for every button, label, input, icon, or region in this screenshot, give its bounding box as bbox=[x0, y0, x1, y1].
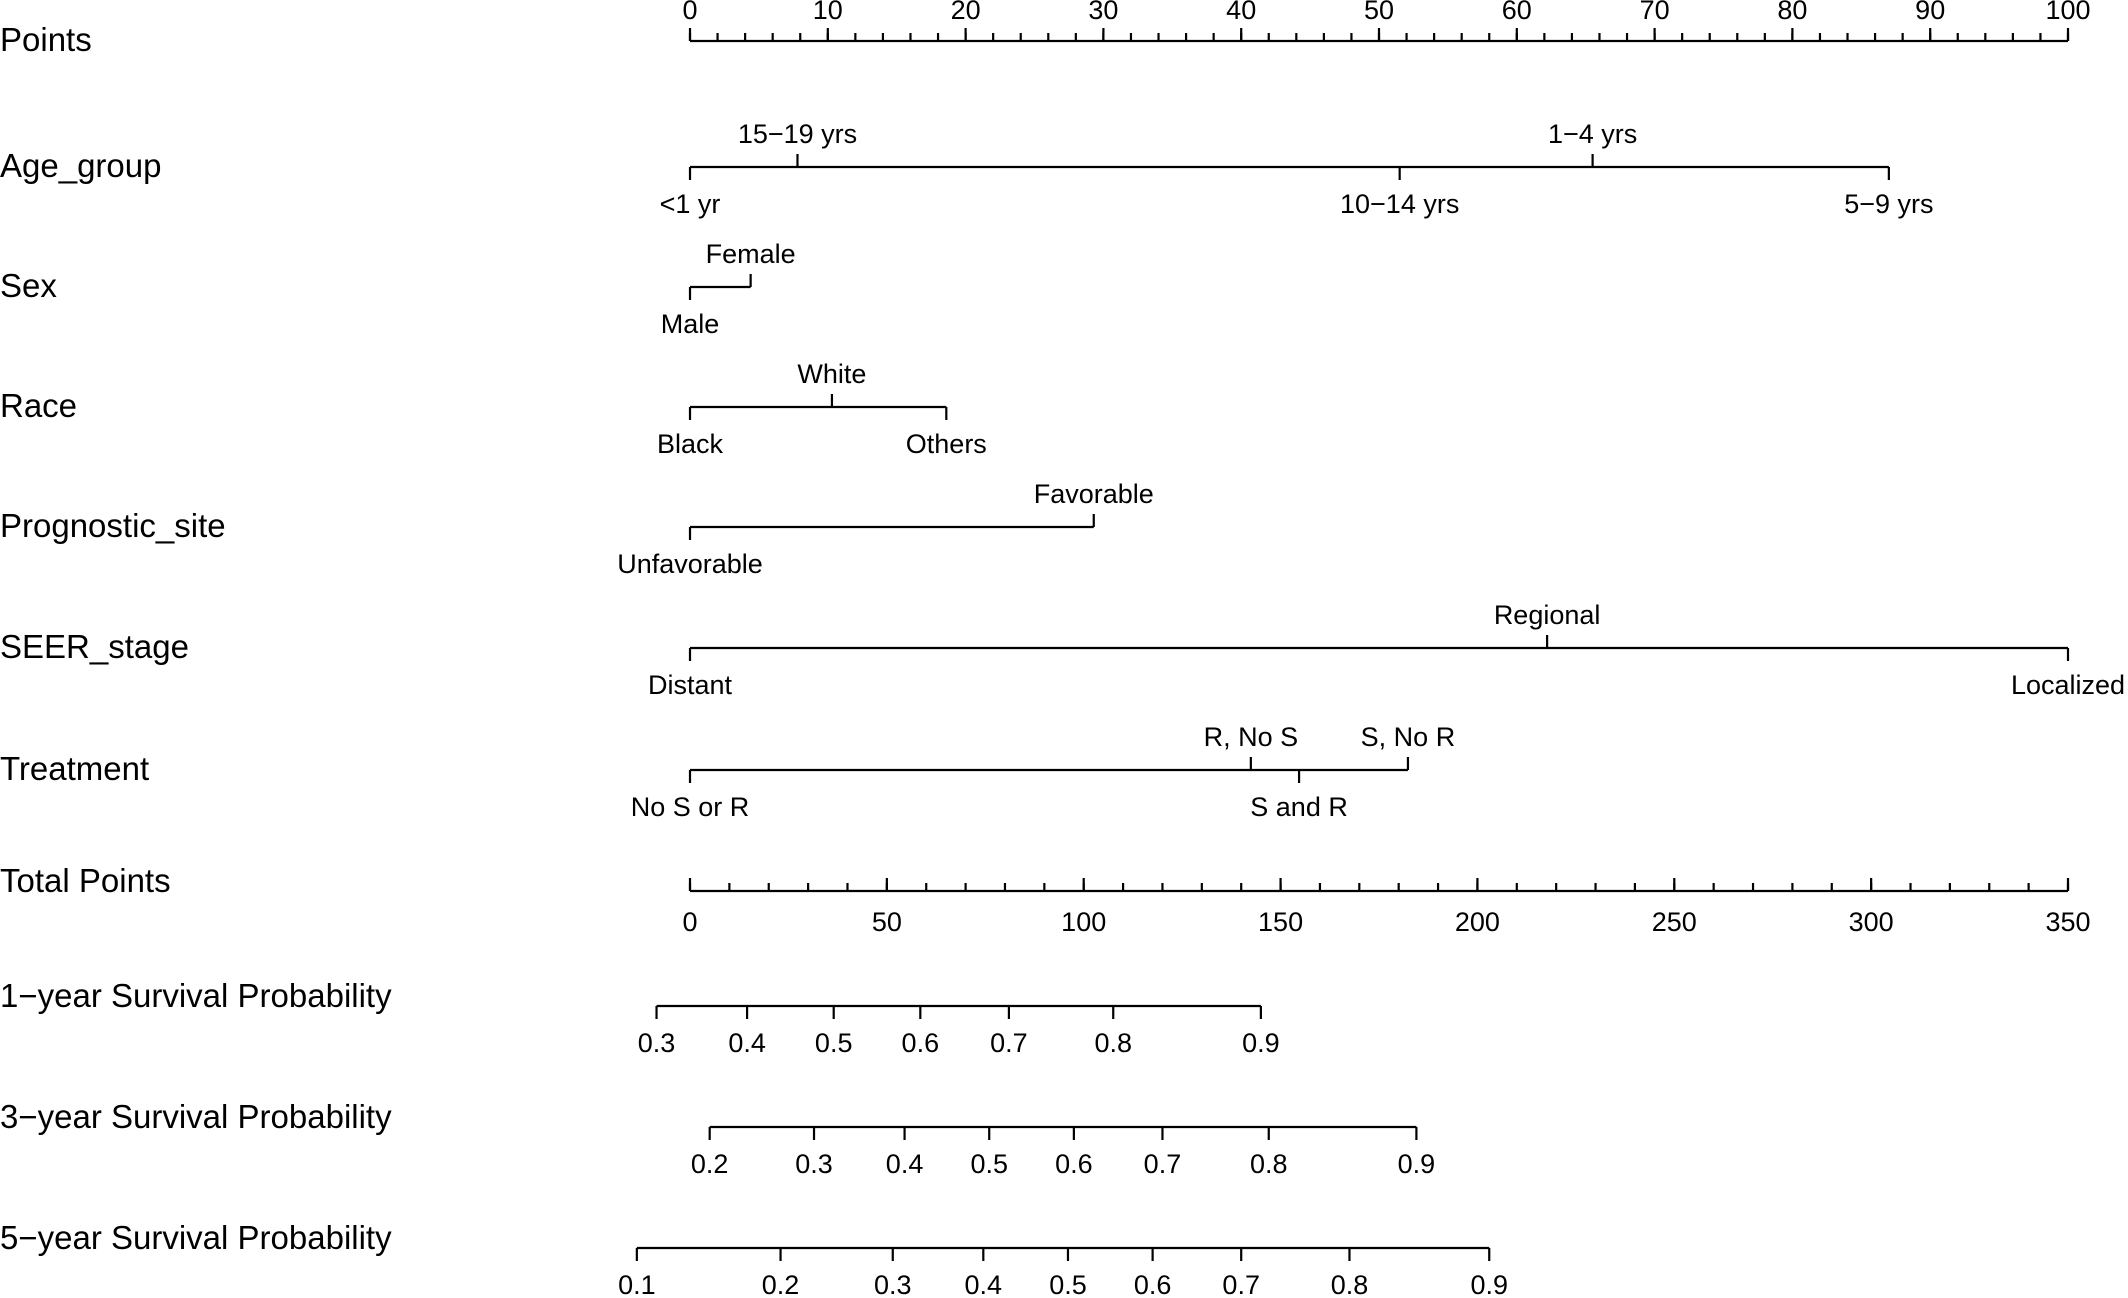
survival-tick-label: 0.4 bbox=[964, 1270, 1003, 1298]
level-label: Regional bbox=[1493, 600, 1601, 630]
survival-tick-label: 0.3 bbox=[795, 1149, 833, 1179]
survival-tick-label: 0.6 bbox=[901, 1028, 940, 1058]
survival-tick-label: 0.5 bbox=[1049, 1270, 1087, 1298]
level-label: S, No R bbox=[1360, 722, 1456, 752]
survival-row-label: 5−year Survival Probability bbox=[0, 1219, 392, 1256]
variable-label-sex: Sex bbox=[0, 267, 57, 304]
points-tick-label: 20 bbox=[950, 0, 981, 25]
total-points-tick-label: 100 bbox=[1061, 907, 1107, 937]
points-tick-label: 10 bbox=[812, 0, 843, 25]
total-points-tick-label: 350 bbox=[2045, 907, 2091, 937]
survival-tick-label: 0.2 bbox=[690, 1149, 729, 1179]
level-label: Favorable bbox=[1033, 479, 1154, 509]
level-label: S and R bbox=[1250, 792, 1348, 822]
level-label: White bbox=[797, 359, 867, 389]
level-label: 15−19 yrs bbox=[737, 119, 858, 149]
points-tick-label: 0 bbox=[682, 0, 698, 25]
level-label: Distant bbox=[647, 670, 733, 700]
variable-label-race: Race bbox=[0, 387, 78, 424]
survival-tick-label: 0.8 bbox=[1249, 1149, 1288, 1179]
variable-label-age_group: Age_group bbox=[0, 147, 162, 184]
level-label: R, No S bbox=[1203, 722, 1299, 752]
survival-tick-label: 0.3 bbox=[873, 1270, 912, 1298]
total-points-tick-label: 250 bbox=[1651, 907, 1697, 937]
points-tick-label: 90 bbox=[1915, 0, 1946, 25]
survival-tick-label: 0.5 bbox=[970, 1149, 1008, 1179]
total-points-tick-label: 200 bbox=[1454, 907, 1500, 937]
survival-tick-label: 0.6 bbox=[1133, 1270, 1172, 1298]
level-label: <1 yr bbox=[659, 189, 721, 219]
level-label: 10−14 yrs bbox=[1340, 189, 1460, 219]
survival-tick-label: 0.9 bbox=[1397, 1149, 1436, 1179]
total-points-tick-label: 0 bbox=[682, 907, 698, 937]
level-label: No S or R bbox=[630, 792, 750, 822]
survival-tick-label: 0.8 bbox=[1094, 1028, 1133, 1058]
total-points-row-label: Total Points bbox=[0, 862, 171, 899]
level-label: Localized bbox=[2010, 670, 2126, 700]
variable-label-seer_stage: SEER_stage bbox=[0, 628, 189, 665]
level-label: Black bbox=[656, 429, 724, 459]
survival-tick-label: 0.8 bbox=[1330, 1270, 1369, 1298]
points-row-label: Points bbox=[0, 21, 92, 58]
survival-tick-label: 0.7 bbox=[990, 1028, 1028, 1058]
points-tick-label: 60 bbox=[1501, 0, 1532, 25]
survival-tick-label: 0.9 bbox=[1470, 1270, 1509, 1298]
level-label: Unfavorable bbox=[617, 549, 763, 579]
total-points-tick-label: 300 bbox=[1848, 907, 1894, 937]
level-label: 1−4 yrs bbox=[1547, 119, 1638, 149]
survival-tick-label: 0.7 bbox=[1143, 1149, 1182, 1179]
points-tick-label: 80 bbox=[1777, 0, 1808, 25]
level-label: 5−9 yrs bbox=[1844, 189, 1934, 219]
total-points-tick-label: 150 bbox=[1258, 907, 1304, 937]
survival-tick-label: 0.2 bbox=[761, 1270, 800, 1298]
total-points-tick-label: 50 bbox=[871, 907, 902, 937]
points-tick-label: 30 bbox=[1088, 0, 1119, 25]
level-label: Others bbox=[905, 429, 987, 459]
survival-row-label: 3−year Survival Probability bbox=[0, 1098, 392, 1135]
points-tick-label: 100 bbox=[2045, 0, 2091, 25]
points-tick-label: 40 bbox=[1226, 0, 1257, 25]
survival-tick-label: 0.3 bbox=[637, 1028, 676, 1058]
survival-tick-label: 0.4 bbox=[885, 1149, 924, 1179]
level-label: Female bbox=[705, 239, 796, 269]
survival-tick-label: 0.1 bbox=[618, 1270, 656, 1298]
points-tick-label: 70 bbox=[1639, 0, 1670, 25]
survival-tick-label: 0.6 bbox=[1055, 1149, 1093, 1179]
variable-label-prognostic_site: Prognostic_site bbox=[0, 507, 226, 544]
points-tick-label: 50 bbox=[1363, 0, 1395, 25]
survival-tick-label: 0.7 bbox=[1222, 1270, 1260, 1298]
survival-row-label: 1−year Survival Probability bbox=[0, 977, 392, 1014]
survival-tick-label: 0.4 bbox=[728, 1028, 766, 1058]
variable-label-treatment: Treatment bbox=[0, 750, 150, 787]
level-label: Male bbox=[660, 309, 720, 339]
survival-tick-label: 0.9 bbox=[1242, 1028, 1280, 1058]
survival-tick-label: 0.5 bbox=[814, 1028, 853, 1058]
